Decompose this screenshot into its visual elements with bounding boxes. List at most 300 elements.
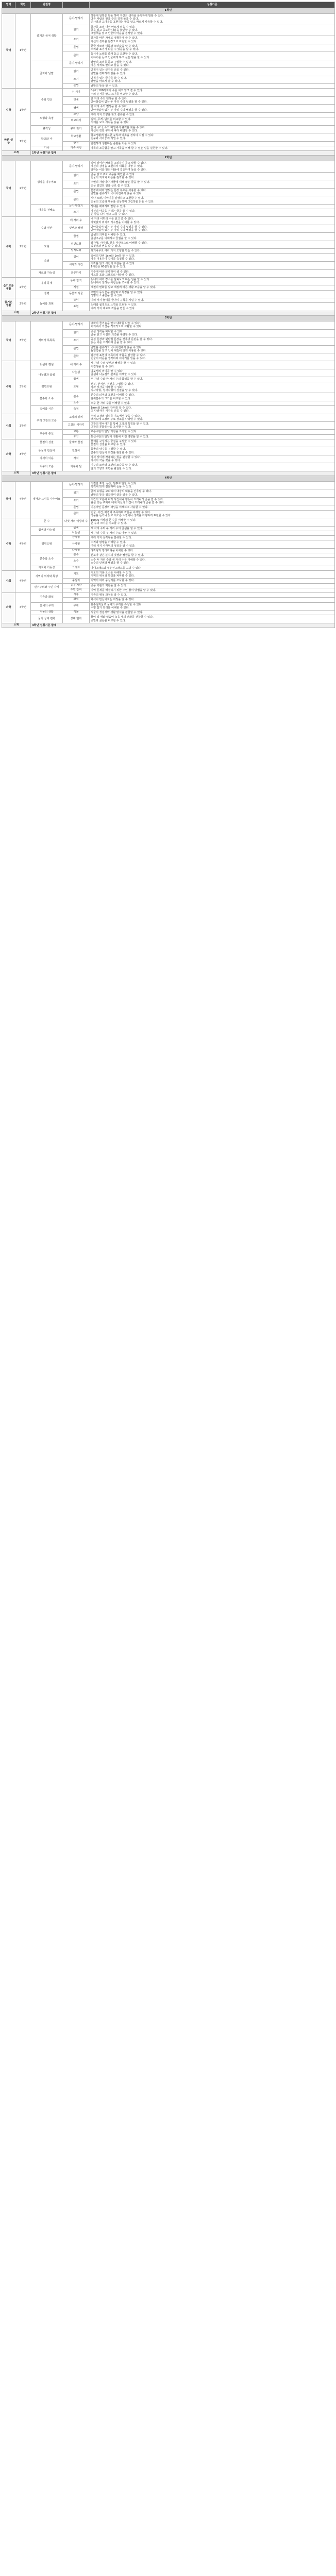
unit-cell: 도형 <box>31 241 63 253</box>
standard-cell <box>90 125 335 133</box>
standard-cell <box>90 369 335 377</box>
standard-line: 단위분수의 크기를 비교할 수 있다. <box>91 397 131 400</box>
standard-cell <box>90 117 335 125</box>
standard-cell <box>90 209 335 217</box>
standard-line: 노래와 몸짓으로 느낌을 표현할 수 있다. <box>91 303 138 307</box>
standard-line: 세 자리 수의 덧셈과 뺄셈을 할 수 있다. <box>91 362 137 365</box>
standard-line: 친구와 사이좋게 지낼 수 있다. <box>91 137 126 141</box>
sub-area-cell: 곱셈 <box>63 233 90 241</box>
standard-cell <box>90 598 335 602</box>
sub-area-cell: 교통 <box>63 430 90 434</box>
standard-cell <box>90 249 335 253</box>
table-row <box>2 125 335 133</box>
standard-line: 자신의 마음을 전하는 글을 쓸 수 있다. <box>91 210 136 213</box>
standard-line: 동시나 노래를 즐겨 듣고 표현할 수 있다. <box>91 53 138 56</box>
area-cell: 수학 <box>2 89 15 133</box>
standard-line: 분수의 의미와 표현을 이해할 수 있다. <box>91 394 135 397</box>
total-row <box>2 623 335 628</box>
area-cell: 국어 <box>2 14 15 89</box>
section-header-row <box>2 476 335 482</box>
sub-area-cell: 중심지 <box>63 579 90 583</box>
area-cell: 사회 <box>2 570 15 592</box>
unit-cell: 지역의 위치와 특성 <box>31 570 63 583</box>
sub-area-cell: 다섯 자리 이상의 수 <box>63 518 90 526</box>
standard-line: 직사각형, 정사각형의 성질을 알 수 있다. <box>91 389 138 393</box>
unit-cell: 분수와 소수 <box>31 393 63 406</box>
standard-cell <box>90 548 335 553</box>
sub-area-cell: 상태 변화 <box>63 615 90 623</box>
standard-line: 가족의 소중함을 알고 가족을 위해 할 수 있는 일을 실천할 수 있다. <box>91 146 169 150</box>
sub-area-cell: 나눗셈 <box>63 369 90 377</box>
unit-cell: 측정 <box>31 253 63 269</box>
section-header-row <box>2 316 335 321</box>
table-row <box>2 382 335 393</box>
column-header-area: 영역 <box>2 2 15 8</box>
standard-line: 길이, 무게, 넓이를 비교할 수 있다. <box>91 118 131 122</box>
standard-line: 중심 문장과 뒷받침 문장을 갖추어 문단을 쓸 수 있다. <box>91 338 153 342</box>
sub-area-cell: 무게 <box>63 602 90 610</box>
standard-line: 글자를 소리 내어 바르게 읽을 수 있다. <box>91 25 136 29</box>
sub-area-cell: 문법 <box>63 44 90 52</box>
standard-cell <box>90 430 335 434</box>
standard-line: 작품을 듣거나 읽고 떠오른 느낌이나 생각을 다양하게 표현할 수 있다. <box>91 514 172 517</box>
sub-area-cell: 안전 <box>63 141 90 146</box>
standard-line: 증발과 끓음을 비교할 수 있다. <box>91 619 126 622</box>
standard-cell <box>90 44 335 52</box>
unit-cell: 덧셈과 뺄셈 <box>31 361 63 369</box>
sub-area-cell: 주민 참여 <box>63 588 90 592</box>
grade-cell: 1학년 <box>15 133 31 151</box>
unit-cell: 교통과 통신 <box>31 430 63 439</box>
standard-cell <box>90 583 335 588</box>
sub-area-cell: 쓰기 <box>63 36 90 44</box>
standard-cell <box>90 303 335 311</box>
standard-line: 높임법을 알고 언어 예절에 맞게 사용할 수 있다. <box>91 349 147 352</box>
standard-cell <box>90 510 335 518</box>
standard-line: 막대그래프와 꺾은선그래프를 그릴 수 있다. <box>91 566 142 570</box>
sub-area-cell: 읽기 <box>63 172 90 180</box>
standard-line: 읽는 이를 고려하며 글을 쓸 수 있다. <box>91 341 133 345</box>
section-title: 2학년 <box>2 156 335 161</box>
standard-cell <box>90 497 335 505</box>
standard-line: 회의에서 의견을 적극적으로 교환할 수 있다. <box>91 325 143 329</box>
total-row <box>2 471 335 476</box>
area-cell: 과학 <box>2 439 15 471</box>
total-label: 소계 <box>2 623 31 628</box>
sub-area-cell: 화석 <box>63 598 90 602</box>
standard-cell <box>90 188 335 196</box>
table-row <box>2 112 335 117</box>
standard-line: 곱셈의 의미를 이해할 수 있다. <box>91 233 126 237</box>
standard-line: 받침이 있는 글자를 쓸 수 있다. <box>91 76 127 80</box>
standard-cell <box>90 14 335 25</box>
sub-area-cell: 듣기·말하기 <box>63 482 90 489</box>
standard-line: 두 자리 수와 한 자리 수의 곱셈을 할 수 있다. <box>91 378 143 381</box>
section-title: 4학년 <box>2 476 335 482</box>
standard-line: 동물의 암수를 구별할 수 있다. <box>91 448 126 451</box>
sub-area-cell: 사각형 <box>63 540 90 548</box>
total-label: 소계 <box>2 311 31 315</box>
standard-cell <box>90 526 335 531</box>
area-cell: 과학 <box>2 593 15 623</box>
standard-cell <box>90 84 335 89</box>
standard-line: 소수 한 자리 수를 이해할 수 있다. <box>91 401 130 405</box>
standard-line: 달의 모양과 표면을 관찰할 수 있다. <box>91 467 132 470</box>
standard-cell <box>90 611 335 615</box>
standard-cell <box>90 321 335 329</box>
table-row <box>2 615 335 623</box>
unit-cell: 글자와 낱말 <box>31 60 63 89</box>
standard-line: 적절한 표정, 몸짓, 말투로 말할 수 있다. <box>91 482 138 486</box>
standard-line: 받아내림이 있는 두 자리 수의 뺄셈을 할 수 있다. <box>91 229 148 232</box>
standard-line: 우리 고장의 위치를 지도에서 찾을 수 있다. <box>91 414 141 418</box>
standard-line: 0부터 100까지의 수를 세고 읽고 쓸 수 있다. <box>91 89 143 93</box>
unit-cell: 분수와 소수 <box>31 553 63 566</box>
standard-line: 자석 사이에 작용하는 힘을 관찰할 수 있다. <box>91 455 141 459</box>
standard-line: 인물의 모습과 행동을 상상하며 그림책을 읽을 수 있다. <box>91 200 155 204</box>
standard-line: 관심 있는 주제에 대해 자신의 의견이 드러나게 글을 쓸 수 있다. <box>91 501 165 505</box>
standard-line: 일이 일어난 차례를 고려하며 듣고 말할 수 있다. <box>91 162 147 165</box>
unit-cell: 큰 수 <box>31 518 63 526</box>
standard-line: 시간의 흐름에 따라 사건이나 행동이 드러나게 글을 쓸 수 있다. <box>91 498 164 501</box>
standard-line: 공공 기관의 역할을 알 수 있다. <box>91 584 127 587</box>
standard-line: 감각적 표현에 주목하며 작품을 감상할 수 있다. <box>91 353 146 357</box>
standard-line: 안전하게 생활하는 습관을 기를 수 있다. <box>91 142 138 145</box>
standard-cell <box>90 52 335 60</box>
standard-line: 세 자리 수와 두 자리 수의 곱셈을 할 수 있다. <box>91 527 143 530</box>
standard-line: 시나 노래, 이야기를 감상하고 표현할 수 있다. <box>91 197 144 200</box>
grade-cell: 1학년 <box>15 89 31 133</box>
table-row <box>2 463 335 471</box>
standard-cell <box>90 329 335 337</box>
sub-area-cell: 듣기·말하기 <box>63 321 90 329</box>
table-row <box>2 455 335 463</box>
unit-cell: 생명 <box>31 290 63 298</box>
standard-line: 한 자리 수의 덧셈을 할 수 있다. <box>91 97 128 100</box>
unit-cell: 즐거운 국어 생활 <box>31 14 63 60</box>
standard-line: 낱말의 소리를 듣고 구별할 수 있다. <box>91 60 132 64</box>
standard-line: 곱셈과 나눗셈의 관계를 이해할 수 있다. <box>91 373 138 377</box>
total-value: 4학년 성취기준 합계 <box>31 623 335 628</box>
standard-cell <box>90 172 335 180</box>
section-header-row <box>2 156 335 161</box>
table-row <box>2 361 335 369</box>
unit-cell: 가족 <box>31 146 63 150</box>
standard-line: 생명의 소중함을 알 수 있다. <box>91 294 124 297</box>
standard-cell <box>90 401 335 405</box>
sub-area-cell: 공공 기관 <box>63 583 90 588</box>
unit-cell: 수와 연산 <box>31 217 63 241</box>
standard-cell <box>90 89 335 96</box>
sub-area-cell: 표현 <box>63 303 90 311</box>
standard-line: 여러 가지 삼각형을 분류할 수 있다. <box>91 536 132 540</box>
table-row <box>2 430 335 434</box>
standard-cell <box>90 298 335 303</box>
standard-line: 기준에 따라 분류하여 셀 수 있다. <box>91 270 130 274</box>
standard-line: 한글 자모의 이름과 소릿값을 알 수 있다. <box>91 44 138 48</box>
standard-line: 상황에 알맞은 말을 하며 자신의 생각을 분명하게 말할 수 있다. <box>91 14 164 18</box>
standard-line: 물체를 구성하는 물질을 구별할 수 있다. <box>91 439 138 443</box>
sub-area-cell: 지층 <box>63 593 90 598</box>
standard-line: 자신이 정한 규칙에 따라 배열할 수 있다. <box>91 129 138 132</box>
sub-area-cell: 네 자리 수 <box>63 217 90 225</box>
grade-cell: 3학년 <box>15 321 31 361</box>
standard-line: 글을 읽고 주요 내용을 확인할 수 있다. <box>91 173 136 176</box>
total-value: 2학년 성취기준 합계 <box>31 311 335 315</box>
table-row <box>2 526 335 531</box>
achievement-standards-sheet <box>2 2 334 628</box>
standard-cell <box>90 455 335 463</box>
standard-cell <box>90 518 335 526</box>
unit-cell: 자료와 가능성 <box>31 269 63 277</box>
sub-area-cell: 평면도형 <box>63 241 90 248</box>
sub-area-cell: 듣기·말하기 <box>63 14 90 25</box>
table-row <box>2 161 335 173</box>
standard-line: 자석의 극을 찾을 수 있다. <box>91 459 121 463</box>
standard-line: 초 단위까지 시각을 읽을 수 있다. <box>91 410 130 413</box>
standard-cell <box>90 180 335 188</box>
standard-line: 낱말의 뜻을 알 수 있다. <box>91 84 119 88</box>
standard-line: 한 자리 수의 뺄셈을 할 수 있다. <box>91 105 128 109</box>
table-row <box>2 217 335 225</box>
table-row <box>2 611 335 615</box>
table-row <box>2 393 335 401</box>
sub-area-cell: 동네 탐색 <box>63 278 90 285</box>
sub-area-cell: 문법 <box>63 188 90 196</box>
total-label: 소계 <box>2 150 31 155</box>
sub-area-cell: 길이 <box>63 253 90 261</box>
sub-area-cell: 쓰기 <box>63 497 90 505</box>
standard-line: 중심 생각을 파악할 수 있다. <box>91 330 124 333</box>
table-row <box>2 406 335 414</box>
total-label: 소계 <box>2 471 31 476</box>
standard-cell <box>90 345 335 353</box>
standard-line: 용수철저울로 물체의 무게를 측정할 수 있다. <box>91 603 143 606</box>
unit-cell: 자석의 이용 <box>31 455 63 463</box>
unit-cell: 곱셈과 나눗셈 <box>31 526 63 535</box>
area-cell: 즐거운 생활 <box>2 298 15 311</box>
standard-line: 각과 직각을 이해할 수 있다. <box>91 385 124 389</box>
sub-area-cell: 도형 <box>63 382 90 393</box>
table-row <box>2 290 335 298</box>
standard-line: 여러 가지 재료로 작품을 만들 수 있다. <box>91 307 136 310</box>
sub-area-cell: 통신 <box>63 434 90 439</box>
sub-area-cell: 한살이 <box>63 447 90 455</box>
table-row <box>2 253 335 261</box>
standard-cell <box>90 553 335 558</box>
sub-area-cell: 비교하기 <box>63 117 90 125</box>
standard-cell <box>90 253 335 261</box>
sub-area-cell: 고장의 위치 <box>63 414 90 421</box>
sub-area-cell: 측정 <box>63 406 90 414</box>
area-cell: 사회 <box>2 414 15 439</box>
table-body <box>2 8 335 628</box>
standard-line: 곤충의 한살이 과정을 관찰할 수 있다. <box>91 451 135 454</box>
table-row <box>2 518 335 526</box>
grade-cell: 2학년 <box>15 298 31 311</box>
standard-line: 나눗셈의 의미를 알 수 있다. <box>91 369 124 373</box>
standard-line: 인물의 마음을 생각하며 이야기를 읽을 수 있다. <box>91 357 146 361</box>
standard-cell <box>90 60 335 67</box>
standard-line: 백지도에 고장의 주요 장소를 나타낼 수 있다. <box>91 417 143 421</box>
sub-area-cell: 삼각형 <box>63 536 90 540</box>
area-cell: 수학 <box>2 361 15 414</box>
total-value: 3학년 성취기준 합계 <box>31 471 335 476</box>
standard-line: 쌓기나무로 여러 가지 모양을 만들 수 있다. <box>91 249 141 253</box>
sub-area-cell: 소수 <box>63 401 90 405</box>
sub-area-cell: 고장의 이야기 <box>63 421 90 429</box>
standard-line: 목적에 맞게 질문하며 들을 수 있다. <box>91 485 132 489</box>
table-row <box>2 89 335 96</box>
standard-line: 계절의 변화를 알고 계절에 따른 생활 모습을 알 수 있다. <box>91 286 156 290</box>
column-header-sub <box>63 2 90 8</box>
standard-cell <box>90 421 335 429</box>
unit-cell: 지층과 화석 <box>31 593 63 602</box>
standard-cell <box>90 241 335 248</box>
table-row <box>2 447 335 455</box>
standard-line: 통신수단의 발달이 생활에 미친 영향을 알 수 있다. <box>91 435 149 438</box>
standard-line: 선분, 반직선, 직선을 구별할 수 있다. <box>91 382 134 386</box>
standard-line: 물이 얼 때와 얼음이 녹을 때의 변화를 관찰할 수 있다. <box>91 616 154 619</box>
sub-area-cell: 식물 <box>63 611 90 615</box>
standard-line: 인사말과 고마움을 표현하는 말을 알고 바르게 사용할 수 있다. <box>91 21 163 24</box>
standard-line: 받아올림이 없는 두 자리 수의 덧셈을 할 수 있다. <box>91 100 148 104</box>
column-header-standard: 성취기준 <box>90 2 335 8</box>
standard-line: 1mm와 1km의 단위를 알 수 있다. <box>91 406 132 410</box>
standard-cell <box>90 531 335 535</box>
standard-line: 상대를 배려하며 말할 수 있다. <box>91 205 126 208</box>
standard-line: 교통수단의 발달 과정을 조사할 수 있다. <box>91 430 138 434</box>
standard-line: 화석이 만들어지는 과정을 알 수 있다. <box>91 598 135 602</box>
standard-cell <box>90 146 335 150</box>
standard-cell <box>90 382 335 393</box>
standard-line: 받아내림이 없는 두 자리 수의 뺄셈을 할 수 있다. <box>91 108 148 112</box>
standard-cell <box>90 36 335 44</box>
sub-area-cell: 문학 <box>63 52 90 60</box>
standard-line: 수평 잡기 원리를 이해할 수 있다. <box>91 606 130 609</box>
standard-cell <box>90 133 335 141</box>
unit-cell: 지구의 모습 <box>31 463 63 471</box>
sub-area-cell: 읽기 <box>63 68 90 76</box>
standard-line: 낱말을 분류하고 국어사전에서 찾을 수 있다. <box>91 192 143 196</box>
standard-line: 지층의 형성 과정을 알 수 있다. <box>91 594 127 597</box>
standard-cell <box>90 217 335 225</box>
standard-cell <box>90 414 335 421</box>
total-row <box>2 311 335 315</box>
sub-area-cell: 문학 <box>63 196 90 204</box>
grade-cell: 4학년 <box>15 593 31 623</box>
unit-cell: 물의 상태 변화 <box>31 615 63 623</box>
standard-line: 이야기를 듣고 인물에게 하고 싶은 말을 할 수 있다. <box>91 56 150 59</box>
standard-cell <box>90 615 335 623</box>
standard-line: 지역의 위치와 특성을 파악할 수 있다. <box>91 574 135 578</box>
table-row <box>2 482 335 489</box>
grade-cell: 3학년 <box>15 414 31 439</box>
standard-line: 식물의 생김새와 생활 방식을 관찰할 수 있다. <box>91 611 143 615</box>
unit-cell: 우리 동네 <box>31 278 63 291</box>
unit-cell: 자료와 가능성 <box>31 566 63 570</box>
standard-cell <box>90 204 335 209</box>
sub-area-cell: 문법 <box>63 505 90 510</box>
standard-cell <box>90 269 335 277</box>
unit-cell: 마음을 전해요 <box>31 204 63 217</box>
unit-cell: 식물의 생활 <box>31 611 63 615</box>
standard-cell <box>90 558 335 566</box>
sub-area-cell: 뺄셈 <box>63 105 90 112</box>
standard-line: 분모가 같은 분수의 덧셈과 뺄셈을 할 수 있다. <box>91 554 144 557</box>
standard-line: 대화의 즐거움을 알고 대화를 나눌 수 있다. <box>91 322 141 326</box>
standard-line: 고장의 문화유산을 조사할 수 있다. <box>91 426 131 429</box>
standard-line: 인상 깊었던 일을 글로 쓸 수 있다. <box>91 184 130 188</box>
table-row <box>2 298 335 303</box>
table-row <box>2 146 335 150</box>
section-header-row <box>2 8 335 14</box>
standard-line: 바른 자세로 말하고 들을 수 있다. <box>91 64 130 67</box>
sub-area-cell: 다각형 <box>63 548 90 553</box>
table-row <box>2 414 335 421</box>
table-row <box>2 204 335 209</box>
table-row <box>2 536 335 540</box>
standard-line: 시계를 보고 시각을 읽을 수 있다. <box>91 121 130 125</box>
table-row <box>2 133 335 141</box>
sub-area-cell: 문법 <box>63 345 90 353</box>
standard-line: 다른 사람의 말을 주의 깊게 들을 수 있다. <box>91 18 139 21</box>
sub-area-cell: 수 세기 <box>63 89 90 96</box>
unit-cell: 길이와 시간 <box>31 406 63 414</box>
standard-line: 낱말을 정확하게 읽을 수 있다. <box>91 72 126 75</box>
standard-line: 지구의 모양과 표면의 모습을 알 수 있다. <box>91 464 138 467</box>
standard-line: 자를 이용하여 길이를 측정할 수 있다. <box>91 257 135 261</box>
sub-area-cell: 지도 <box>63 570 90 578</box>
table-row <box>2 593 335 598</box>
sub-area-cell: 분류하기 <box>63 269 90 277</box>
unit-cell: 민주주의와 주민 자치 <box>31 583 63 592</box>
standard-cell <box>90 278 335 285</box>
standard-cell <box>90 447 335 455</box>
sub-area-cell: 지구와 달 <box>63 463 90 471</box>
standard-cell <box>90 285 335 290</box>
sub-area-cell: 덧셈과 뺄셈 <box>63 225 90 232</box>
standard-line: 받침이 있는 글자를 읽을 수 있다. <box>91 69 130 72</box>
standard-cell <box>90 536 335 540</box>
standard-cell <box>90 337 335 345</box>
standard-line: 기본적인 문장의 짜임을 이해하고 사용할 수 있다. <box>91 506 148 510</box>
standard-cell <box>90 566 335 570</box>
grade-cell: 3학년 <box>15 439 31 471</box>
standard-line: 여러 가지 놀이를 즐기며 규칙을 지킬 수 있다. <box>91 299 144 302</box>
sub-area-cell: 입체도형 <box>63 249 90 253</box>
sub-area-cell: 물체와 물질 <box>63 439 90 447</box>
standard-line: 다각형과 정다각형을 이해할 수 있다. <box>91 549 134 552</box>
standard-cell <box>90 463 335 471</box>
standard-cell <box>90 482 335 489</box>
sub-area-cell: 곱셈 <box>63 377 90 382</box>
table-row <box>2 566 335 570</box>
table-row <box>2 583 335 588</box>
sub-area-cell: 쓰기 <box>63 209 90 217</box>
standard-cell <box>90 105 335 112</box>
header-row <box>2 2 335 8</box>
unit-cell: 놀이와 표현 <box>31 298 63 311</box>
standard-line: 소수의 덧셈과 뺄셈을 할 수 있다. <box>91 562 130 565</box>
sub-area-cell: 시각과 시간 <box>63 262 90 269</box>
standard-line: 자신의 생각을 문장으로 표현할 수 있다. <box>91 40 138 43</box>
standard-line: 자릿값과 위치적 기수법을 이해할 수 있다. <box>91 221 140 224</box>
sub-area-cell: 세 자리 수 <box>63 361 90 369</box>
standard-line: 수직과 평행을 이해할 수 있다. <box>91 541 126 545</box>
standard-line: 동네의 여러 장소를 살펴보고 하는 일을 알 수 있다. <box>91 278 150 281</box>
standard-line: 1시간은 60분임을 알 수 있다. <box>91 265 126 269</box>
